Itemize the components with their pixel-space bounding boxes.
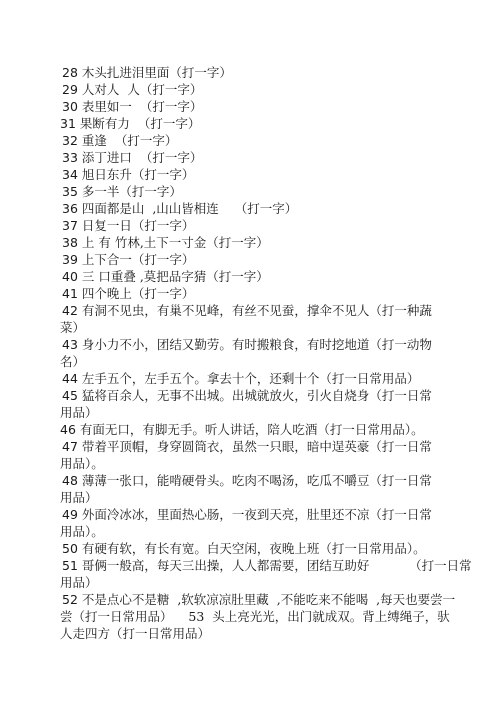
riddle-43-cont: 名） (60, 354, 86, 369)
riddle-50: 50 有硬有软，有长有宽。白天空闲，夜晚上班（打一日常用品）。 (62, 541, 426, 556)
riddle-52-53-line: 尝（打一日常用品） 53 头上亮光光，出门就成双。背上缚绳子，驮 (60, 609, 450, 624)
riddle-36: 36 四面都是山 ,山山皆相连 （打一字） (62, 201, 298, 216)
riddle-42-cont: 菜） (60, 320, 86, 335)
riddle-35: 35 多一半（打一字） (62, 184, 182, 199)
riddle-49: 49 外面冷冰冰，里面热心肠，一夜到天亮，肚里还不凉（打一日常 (62, 507, 432, 522)
riddle-37: 37 日复一日（打一字） (62, 218, 195, 233)
riddle-32: 32 重逢 （打一字） (62, 133, 178, 148)
riddle-41: 41 四个晚上（打一字） (62, 286, 195, 301)
riddle-48-cont: 用品） (60, 490, 98, 505)
riddle-52: 52 不是点心不是糖 ,软软凉凉肚里藏 ,不能吃来不能喝 ,每天也要尝一 (62, 592, 456, 607)
riddle-31: 31 果断有力 （打一字） (60, 116, 201, 131)
riddle-28: 28 木头扎进泪里面（打一字） (62, 65, 232, 80)
riddle-40: 40 三 口重叠 ,莫把品字猜（打一字） (62, 269, 269, 284)
riddle-51-cont: 用品） (60, 575, 98, 590)
riddle-44: 44 左手五个，左手五个。拿去十个，还剩十个（打一日常用品） (62, 371, 420, 386)
riddle-51: 51 哥俩一般高，每天三出操，人人都需要，团结互助好 （打一日常 (62, 558, 472, 573)
riddle-46: 46 有面无口，有脚无手。听人讲话，陪人吃酒（打一日常用品）。 (60, 422, 424, 437)
riddle-42: 42 有洞不见虫，有巢不见峰，有丝不见蚕，撑伞不见人（打一种蔬 (62, 303, 432, 318)
riddle-34: 34 旭日东升（打一字） (62, 167, 195, 182)
riddle-47-cont: 用品）。 (60, 456, 104, 471)
riddle-38: 38 上 有 竹林,土下一寸金（打一字） (62, 235, 269, 250)
riddle-33: 33 添丁进口 （打一字） (62, 150, 203, 165)
riddle-45: 45 猛将百余人，无事不出城。出城就放火，引火自烧身（打一日常 (62, 388, 432, 403)
riddle-47: 47 带着平顶帽，身穿圆筒衣，虽然一只眼，暗中逞英豪（打一日常 (62, 439, 432, 454)
riddle-39: 39 上下合一（打一字） (62, 252, 195, 267)
riddle-53-cont: 人走四方（打一日常用品） (60, 626, 211, 641)
riddle-43: 43 身小力不小，团结又勤劳。有时搬粮食，有时挖地道（打一动物 (62, 337, 432, 352)
riddle-45-cont: 用品） (60, 405, 98, 420)
riddle-30: 30 表里如一 （打一字） (62, 99, 203, 114)
riddle-29: 29 人对人 人（打一字） (62, 82, 203, 97)
riddle-48: 48 薄薄一张口，能啃硬骨头。吃肉不喝汤，吃瓜不嚼豆（打一日常 (62, 473, 432, 488)
riddle-49-cont: 用品）。 (60, 524, 104, 539)
